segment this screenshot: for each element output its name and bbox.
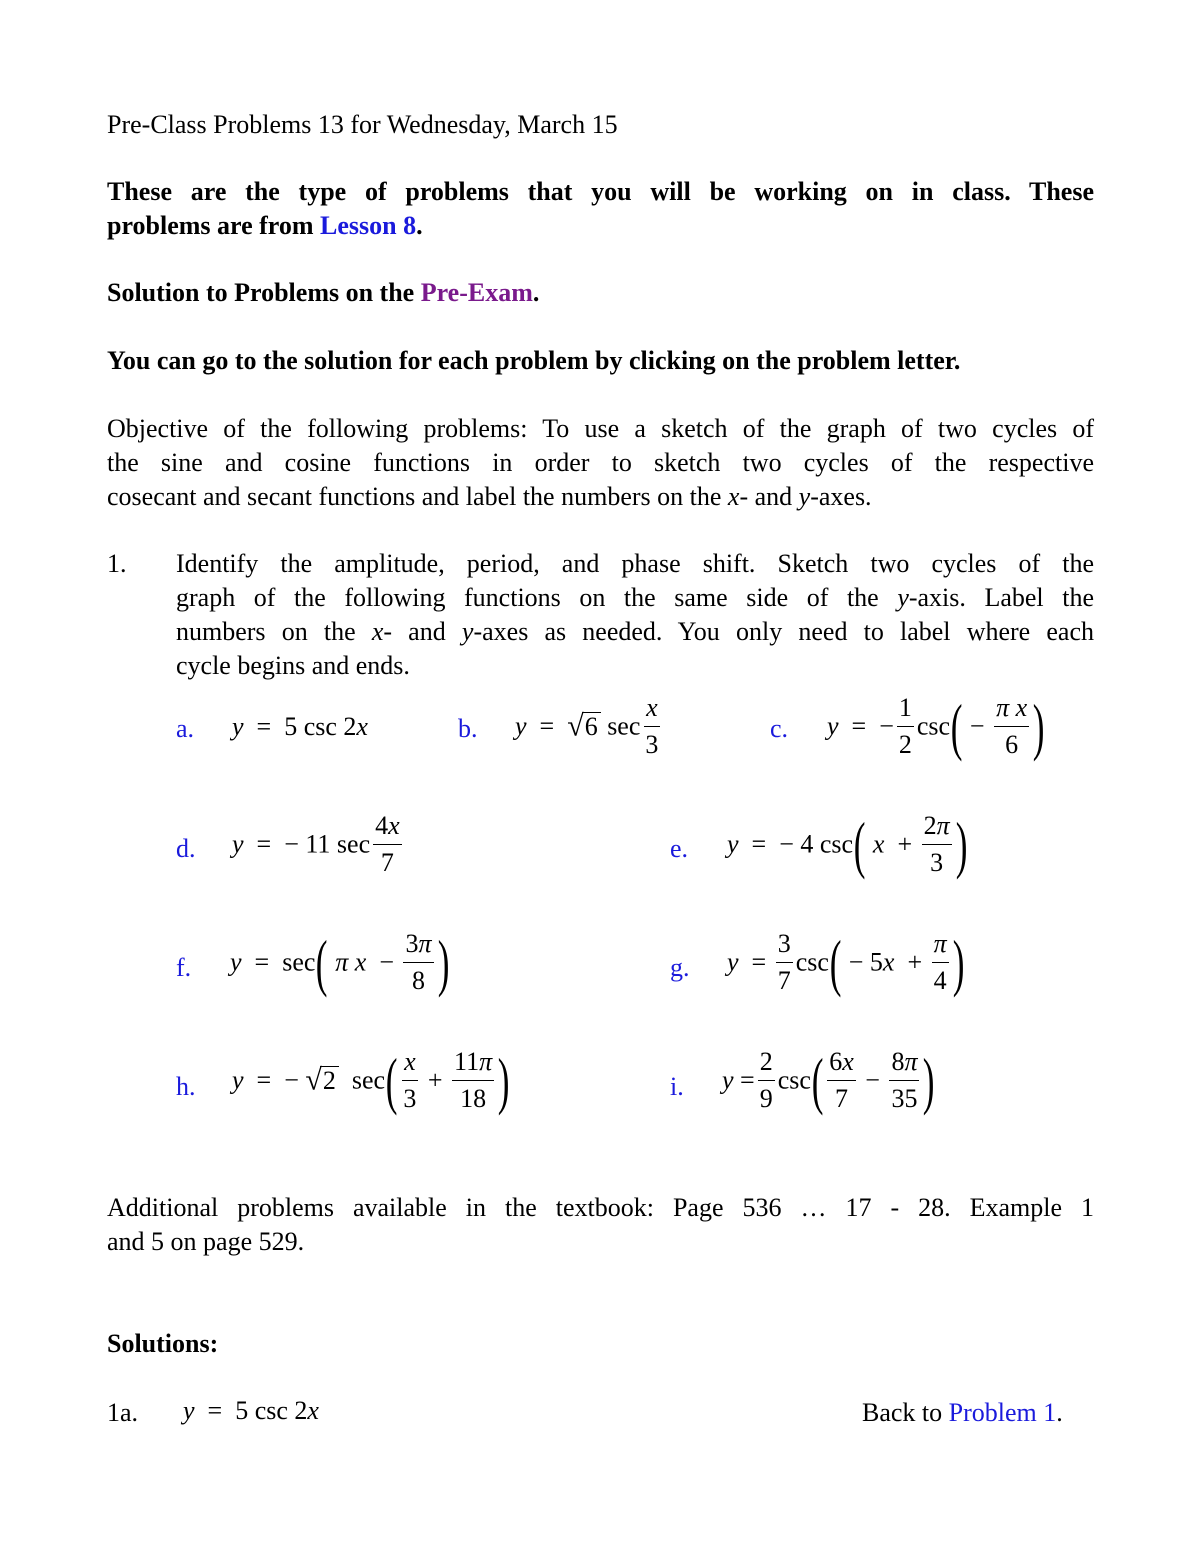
problem-text: -axis. Label the bbox=[908, 583, 1094, 612]
part-i-link[interactable]: i. bbox=[670, 1072, 684, 1101]
part-e-link[interactable]: e. bbox=[670, 834, 689, 863]
problem-line-3 bbox=[176, 615, 1094, 649]
solution-period: . bbox=[532, 278, 540, 307]
solution-1a-equation: y = 5 csc 2x bbox=[183, 1396, 319, 1425]
y-variable: y bbox=[798, 482, 811, 511]
equation-c: y = − $\frac{1}{2}$ csc( − $\frac{\text{π x}}{6}$ ) bbox=[827, 690, 1045, 762]
back-to-problem-line bbox=[862, 1396, 1063, 1430]
problem-line-2 bbox=[176, 581, 1094, 615]
problem-text: numbers on the bbox=[176, 617, 372, 646]
objective-line-3 bbox=[107, 480, 872, 514]
objective-line-1: Objective of the following problems: To use a sketch of the graph of two cycles of bbox=[107, 414, 1094, 443]
intro-text: problems are from bbox=[107, 211, 321, 240]
part-a-link[interactable]: a. bbox=[176, 714, 195, 743]
lesson-8-link[interactable]: Lesson 8 bbox=[320, 211, 417, 240]
part-f-link[interactable]: f. bbox=[176, 953, 192, 982]
solution-1a-label: 1a. bbox=[107, 1398, 139, 1427]
problem-line-4: cycle begins and ends. bbox=[176, 651, 410, 680]
part-c-link[interactable]: c. bbox=[770, 714, 789, 743]
equation-d: y = − 11 sec $\frac{4x}{7}$ bbox=[232, 808, 405, 881]
equation-h: y = − √2 sec( $\frac{x}{3}$ + $\frac{11\pi}{18}$ ) bbox=[232, 1044, 510, 1116]
part-h-link[interactable]: h. bbox=[176, 1072, 196, 1101]
equation-e: y = − 4 csc( x + $\frac{2\pi}{3}$ ) bbox=[727, 808, 968, 880]
back-period: . bbox=[1056, 1398, 1063, 1427]
back-to-problem-1-link[interactable]: Problem 1 bbox=[948, 1398, 1057, 1427]
objective-text: -axes. bbox=[810, 482, 872, 511]
additional-line-1: Additional problems available in the textbook: Page 536 … 17 - 28. Example 1 bbox=[107, 1193, 1094, 1222]
equation-g: y = $\frac{3}{7}$ csc( − 5x + $\frac{\pi}{4}$ ) bbox=[727, 926, 965, 998]
problem-number: 1. bbox=[107, 549, 127, 578]
page-header: Pre-Class Problems 13 for Wednesday, March 15 bbox=[107, 110, 618, 139]
x-variable: x bbox=[727, 482, 740, 511]
problem-text: - and bbox=[383, 617, 462, 646]
solution-line bbox=[107, 276, 539, 310]
x-variable: x bbox=[371, 617, 384, 646]
intro-period: . bbox=[416, 211, 423, 240]
additional-line-2: and 5 on page 529. bbox=[107, 1227, 305, 1256]
pre-exam-link[interactable]: Pre-Exam bbox=[420, 278, 533, 307]
intro-line-1: These are the type of problems that you will be working on in class. These bbox=[107, 177, 1094, 206]
y-variable: y bbox=[461, 617, 474, 646]
equation-f: y = sec( π x − $\frac{3\pi}{8}$ ) bbox=[230, 926, 450, 998]
solution-text: Solution to Problems on the bbox=[107, 278, 421, 307]
problem-line-1: Identify the amplitude, period, and phase shift. Sketch two cycles of the bbox=[176, 549, 1094, 578]
solutions-heading: Solutions: bbox=[107, 1329, 219, 1358]
problem-text: graph of the following functions on the same side of the bbox=[176, 583, 898, 612]
part-b-link[interactable]: b. bbox=[458, 714, 478, 743]
problem-text: -axes as needed. You only need to label where each bbox=[473, 617, 1094, 646]
equation-a: y = 5 csc 2x bbox=[232, 712, 368, 741]
equation-i: y = $\frac{2}{9}$ csc( $\frac{6x}{7}$ − $\frac{8\pi}{35}$ ) bbox=[722, 1044, 936, 1116]
intro-line-2 bbox=[107, 209, 423, 243]
y-variable: y bbox=[897, 583, 909, 612]
equation-b: y = √6 sec $\frac{x}{3}$ bbox=[515, 690, 663, 763]
objective-text: - and bbox=[739, 482, 799, 511]
back-text: Back to bbox=[862, 1398, 949, 1427]
objective-text: cosecant and secant functions and label the numbers on the bbox=[107, 482, 728, 511]
objective-line-2: the sine and cosine functions in order to sketch two cycles of the respective bbox=[107, 448, 1094, 477]
goto-instruction: You can go to the solution for each problem by clicking on the problem letter. bbox=[107, 346, 961, 375]
part-g-link[interactable]: g. bbox=[670, 953, 690, 982]
part-d-link[interactable]: d. bbox=[176, 834, 196, 863]
